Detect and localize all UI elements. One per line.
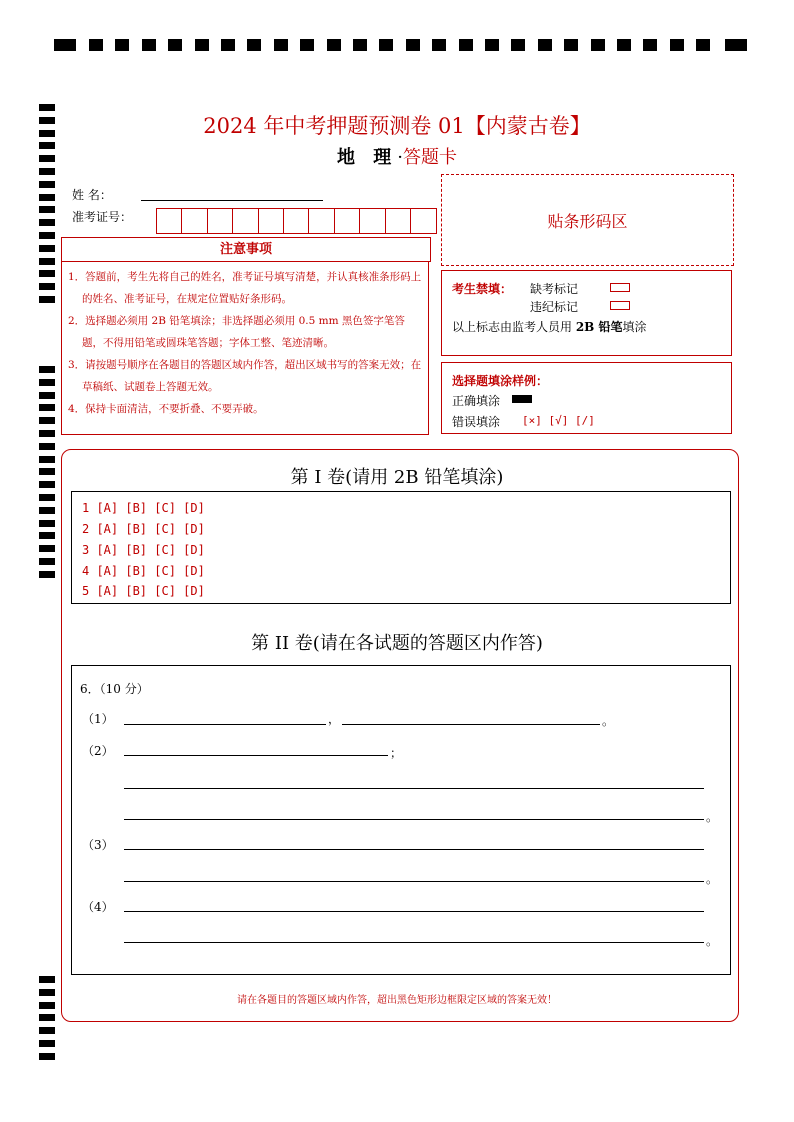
correct-fill-label: 正确填涂	[452, 394, 501, 408]
violation-mark-box[interactable]	[610, 301, 630, 310]
mc-row-1[interactable]: 1 [A] [B] [C] [D]	[82, 501, 205, 515]
mc-row-2[interactable]: 2 [A] [B] [C] [D]	[82, 522, 205, 536]
timing-mark	[115, 39, 129, 51]
fill-sample-box	[441, 362, 732, 434]
timing-mark	[39, 571, 55, 578]
timing-mark	[39, 366, 55, 373]
answer-line-1b[interactable]	[342, 724, 600, 725]
multiple-choice-box	[71, 491, 731, 604]
period-1: 。	[602, 714, 615, 728]
id-digit-cell[interactable]	[335, 209, 360, 233]
timing-mark	[39, 219, 55, 226]
forbidden-label: 考生禁填：	[452, 282, 513, 296]
timing-mark	[39, 232, 55, 239]
timing-mark	[379, 39, 393, 51]
section-2-title: 第 II 卷(请在各试题的答题区内作答)	[251, 633, 543, 654]
answer-sheet-label: 答题卡	[403, 147, 457, 168]
exam-title: 2024 年中考押题预测卷 01【内蒙古卷】	[203, 114, 591, 138]
part-1-label: （1）	[82, 712, 114, 726]
timing-mark	[511, 39, 525, 51]
timing-mark	[406, 39, 420, 51]
timing-mark	[39, 392, 55, 399]
timing-mark	[39, 404, 55, 411]
answer-line-1a[interactable]	[124, 724, 326, 725]
id-number-boxes[interactable]	[156, 208, 437, 234]
period-4: 。	[706, 934, 719, 948]
comma: ，	[328, 712, 341, 726]
barcode-area	[441, 174, 734, 266]
timing-mark	[459, 39, 473, 51]
answer-line-3b[interactable]	[124, 881, 704, 882]
id-digit-cell[interactable]	[208, 209, 233, 233]
timing-mark	[39, 168, 55, 175]
examiner-only-box	[441, 270, 732, 356]
correct-fill-mark	[512, 395, 532, 403]
timing-mark	[300, 39, 314, 51]
absent-mark-box[interactable]	[610, 283, 630, 292]
timing-mark	[39, 181, 55, 188]
timing-mark	[39, 507, 55, 514]
timing-mark	[39, 976, 55, 983]
timing-mark	[39, 270, 55, 277]
timing-mark	[353, 39, 367, 51]
timing-mark	[39, 296, 55, 303]
period-2: 。	[706, 810, 719, 824]
timing-mark	[39, 258, 55, 265]
notice-item: 2．选择题必须用 2B 铅笔填涂；非选择题必须用 0.5 mm 黑色签字笔答题，不得用铅笔或圆珠笔答题；字体工整、笔迹清晰。	[68, 315, 405, 349]
timing-mark	[670, 39, 684, 51]
timing-mark	[39, 545, 55, 552]
part-4-label: （4）	[82, 900, 114, 914]
timing-mark	[538, 39, 552, 51]
timing-mark	[39, 532, 55, 539]
wrong-fill-label: 错误填涂	[452, 415, 501, 429]
timing-mark	[39, 283, 55, 290]
timing-mark	[168, 39, 182, 51]
timing-mark	[327, 39, 341, 51]
wrong-fill-marks: [×] [√] [/]	[522, 414, 595, 427]
notice-heading: 注意事项	[61, 237, 431, 262]
timing-mark	[39, 456, 55, 463]
timing-mark	[39, 430, 55, 437]
timing-mark	[39, 520, 55, 527]
timing-mark	[142, 39, 156, 51]
timing-mark	[432, 39, 446, 51]
id-digit-cell[interactable]	[233, 209, 258, 233]
timing-mark	[39, 1014, 55, 1021]
timing-mark	[39, 558, 55, 565]
timing-mark	[696, 39, 710, 51]
timing-mark	[54, 39, 76, 51]
name-field[interactable]	[141, 200, 323, 201]
question-6-label: 6．（10 分）	[80, 682, 149, 696]
mc-row-4[interactable]: 4 [A] [B] [C] [D]	[82, 564, 205, 578]
id-digit-cell[interactable]	[411, 209, 436, 233]
timing-mark	[39, 443, 55, 450]
timing-mark	[485, 39, 499, 51]
timing-mark	[221, 39, 235, 51]
timing-mark	[39, 379, 55, 386]
id-digit-cell[interactable]	[309, 209, 334, 233]
notice-item: 1．答题前，考生先将自己的姓名，准考证号填写清楚，并认真核准条形码上的姓名、准考证号，在规定位置贴好条形码。	[68, 271, 422, 305]
timing-mark	[195, 39, 209, 51]
answer-line-3a[interactable]	[124, 849, 704, 850]
id-label: 准考证号：	[72, 210, 133, 224]
exam-subtitle	[0, 143, 794, 169]
id-digit-cell[interactable]	[182, 209, 207, 233]
subject-name: 地 理	[336, 147, 398, 168]
answer-line-4a[interactable]	[124, 911, 704, 912]
timing-mark	[39, 1027, 55, 1034]
answer-line-2a[interactable]	[124, 755, 388, 756]
part-2-label: （2）	[82, 744, 114, 758]
timing-mark	[274, 39, 288, 51]
mc-row-5[interactable]: 5 [A] [B] [C] [D]	[82, 584, 205, 598]
forbidden-note	[452, 318, 647, 335]
footer-warning: 请在各题目的答题区域内作答，超出黑色矩形边框限定区域的答案无效！	[237, 995, 557, 1006]
timing-mark	[247, 39, 261, 51]
mc-row-3[interactable]: 3 [A] [B] [C] [D]	[82, 543, 205, 557]
period-3: 。	[706, 872, 719, 886]
timing-mark	[39, 194, 55, 201]
timing-mark	[564, 39, 578, 51]
timing-mark	[39, 1040, 55, 1047]
timing-mark	[39, 206, 55, 213]
forbidden-note-bold: 2B 铅笔	[575, 320, 623, 334]
timing-mark	[39, 494, 55, 501]
forbidden-note-suffix: 填涂	[622, 320, 647, 334]
forbidden-note-prefix: 以上标志由监考人员用	[452, 320, 576, 334]
timing-mark	[39, 245, 55, 252]
answer-line-2b[interactable]	[124, 788, 704, 789]
id-digit-cell[interactable]	[259, 209, 284, 233]
id-digit-cell[interactable]	[284, 209, 309, 233]
section-1-title: 第 I 卷(请用 2B 铅笔填涂)	[290, 467, 504, 488]
semicolon: ；	[390, 746, 403, 760]
timing-mark	[617, 39, 631, 51]
answer-line-2c[interactable]	[124, 819, 704, 820]
id-digit-cell[interactable]	[360, 209, 385, 233]
timing-mark	[725, 39, 747, 51]
timing-mark	[89, 39, 103, 51]
id-digit-cell[interactable]	[386, 209, 411, 233]
notice-box	[61, 261, 429, 435]
violation-mark-label: 违纪标记	[530, 300, 579, 314]
name-label: 姓 名：	[72, 188, 112, 202]
fill-sample-label: 选择题填涂样例：	[452, 374, 549, 388]
open-answer-box	[71, 665, 731, 975]
answer-line-4b[interactable]	[124, 942, 704, 943]
id-digit-cell[interactable]	[157, 209, 182, 233]
subtitle-separator: ·	[397, 147, 403, 168]
notice-item: 4．保持卡面清洁，不要折叠、不要弄破。	[68, 403, 264, 415]
notice-item: 3．请按题号顺序在各题目的答题区域内作答，超出区域书写的答案无效；在草稿纸、试题卷上答题无效。	[68, 359, 422, 393]
absent-mark-label: 缺考标记	[530, 282, 579, 296]
timing-mark	[591, 39, 605, 51]
barcode-label: 贴条形码区	[547, 211, 628, 231]
timing-mark	[643, 39, 657, 51]
part-3-label: （3）	[82, 838, 114, 852]
timing-mark	[39, 1053, 55, 1060]
timing-mark	[39, 417, 55, 424]
